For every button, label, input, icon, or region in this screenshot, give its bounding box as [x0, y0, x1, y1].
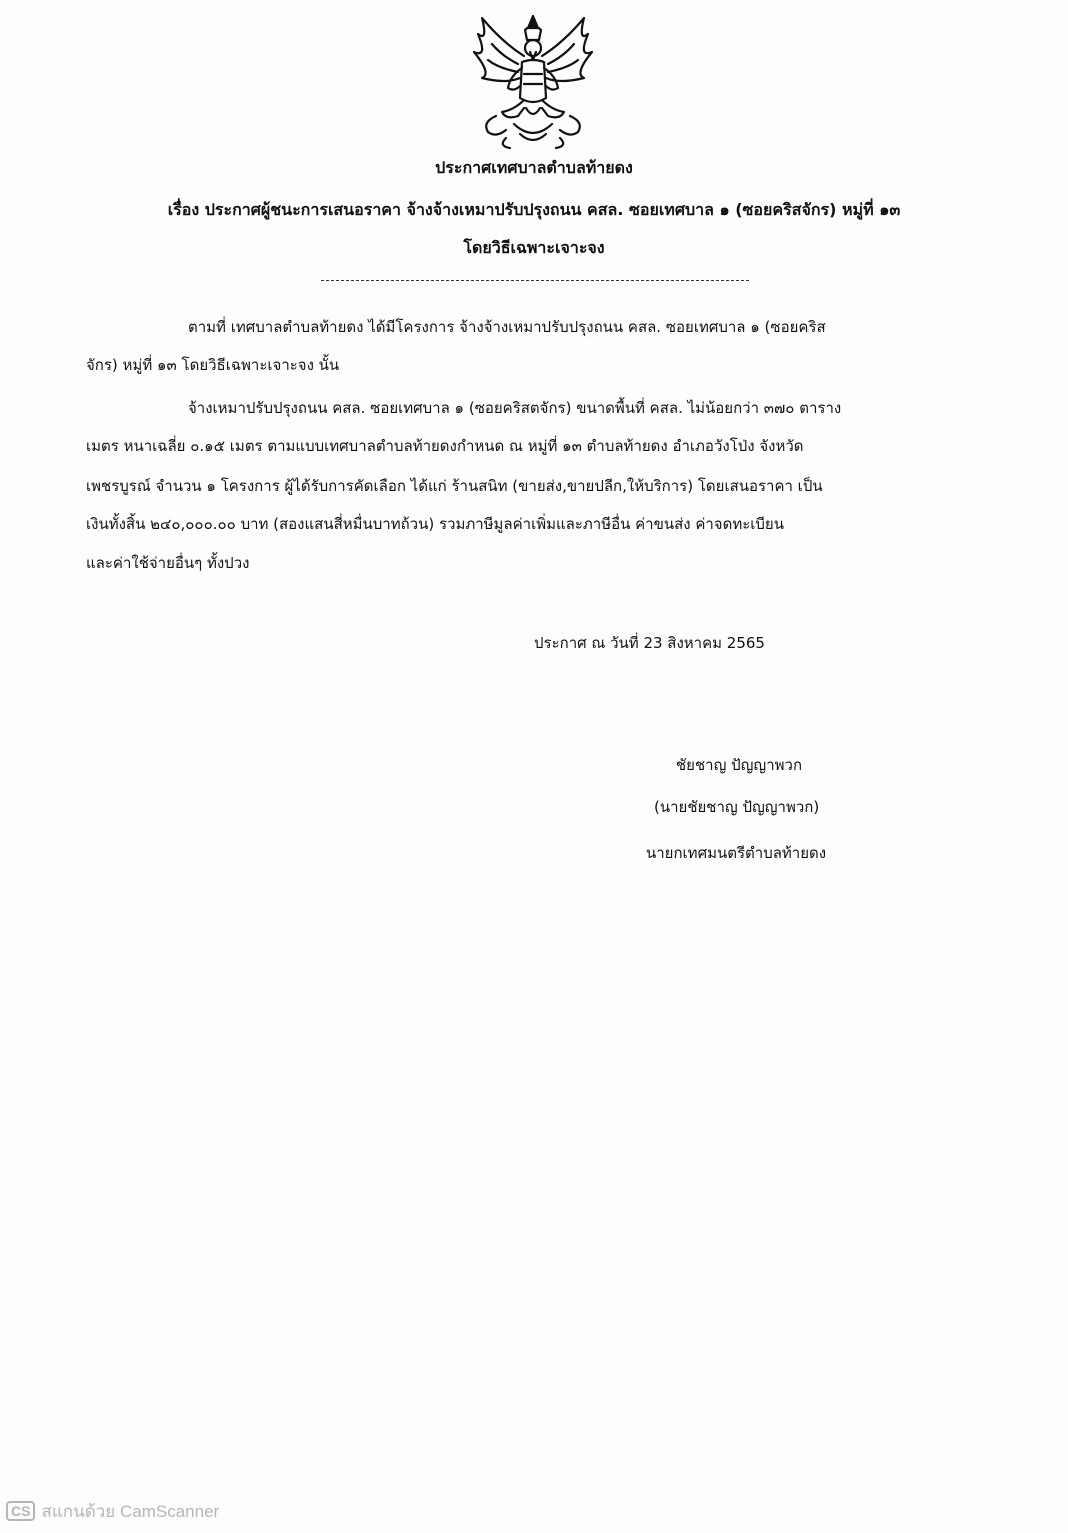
signature-name: ชัยชาญ ปัญญาพวก — [676, 756, 803, 774]
divider — [321, 280, 749, 281]
announcement-subject: เรื่อง ประกาศผู้ชนะการเสนอราคา จ้างจ้างเหมาปรับปรุงถนน คสล. ซอยเทศบาล ๑ (ซอยคริสจักร) หมู่ที่ ๑๓ — [167, 200, 901, 219]
page-title: ประกาศเทศบาลตำบลท้ายดง — [435, 158, 633, 177]
paragraph-2-line-2: เมตร หนาเฉลี่ย ๐.๑๕ เมตร ตามแบบเทศบาลตำบลท้ายดงกำหนด ณ หมู่ที่ ๑๓ ตำบลท้ายดง อำเภอวังโป่ง จังหวัด — [86, 437, 804, 455]
paragraph-1-line-1: ตามที่ เทศบาลตำบลท้ายดง ได้มีโครงการ จ้างจ้างเหมาปรับปรุงถนน คสล. ซอยเทศบาล ๑ (ซอยคริส — [188, 318, 826, 336]
announcement-date: ประกาศ ณ วันที่ 23 สิงหาคม 2565 — [534, 634, 765, 652]
camscanner-logo-icon: CS — [6, 1501, 35, 1521]
paragraph-2-line-3: เพชรบูรณ์ จำนวน ๑ โครงการ ผู้ได้รับการคัดเลือก ได้แก่ ร้านสนิท (ขายส่ง,ขายปลีก,ให้บริการ) โดยเสนอราคา เป็น — [86, 477, 823, 495]
signature-full-name: (นายชัยชาญ ปัญญาพวก) — [654, 798, 820, 816]
signature-position: นายกเทศมนตรีตำบลท้ายดง — [646, 844, 827, 862]
camscanner-text: สแกนด้วย CamScanner — [41, 1501, 220, 1521]
procurement-method: โดยวิธีเฉพาะเจาะจง — [463, 238, 605, 257]
paragraph-2-line-1: จ้างเหมาปรับปรุงถนน คสล. ซอยเทศบาล ๑ (ซอยคริสตจักร) ขนาดพื้นที่ คสล. ไม่น้อยกว่า ๓๗๐ ตาราง — [188, 399, 842, 417]
camscanner-watermark — [6, 1500, 219, 1522]
paragraph-2-line-5: และค่าใช้จ่ายอื่นๆ ทั้งปวง — [86, 554, 250, 572]
garuda-emblem-icon — [462, 12, 604, 152]
paragraph-2-line-4: เงินทั้งสิ้น ๒๔๐,๐๐๐.๐๐ บาท (สองแสนสี่หมื่นบาทถ้วน) รวมภาษีมูลค่าเพิ่มและภาษีอื่น ค่าขนส่ง ค่าจดทะเบียน — [86, 515, 784, 533]
paragraph-1-line-2: จักร) หมู่ที่ ๑๓ โดยวิธีเฉพาะเจาะจง นั้น — [86, 356, 340, 374]
